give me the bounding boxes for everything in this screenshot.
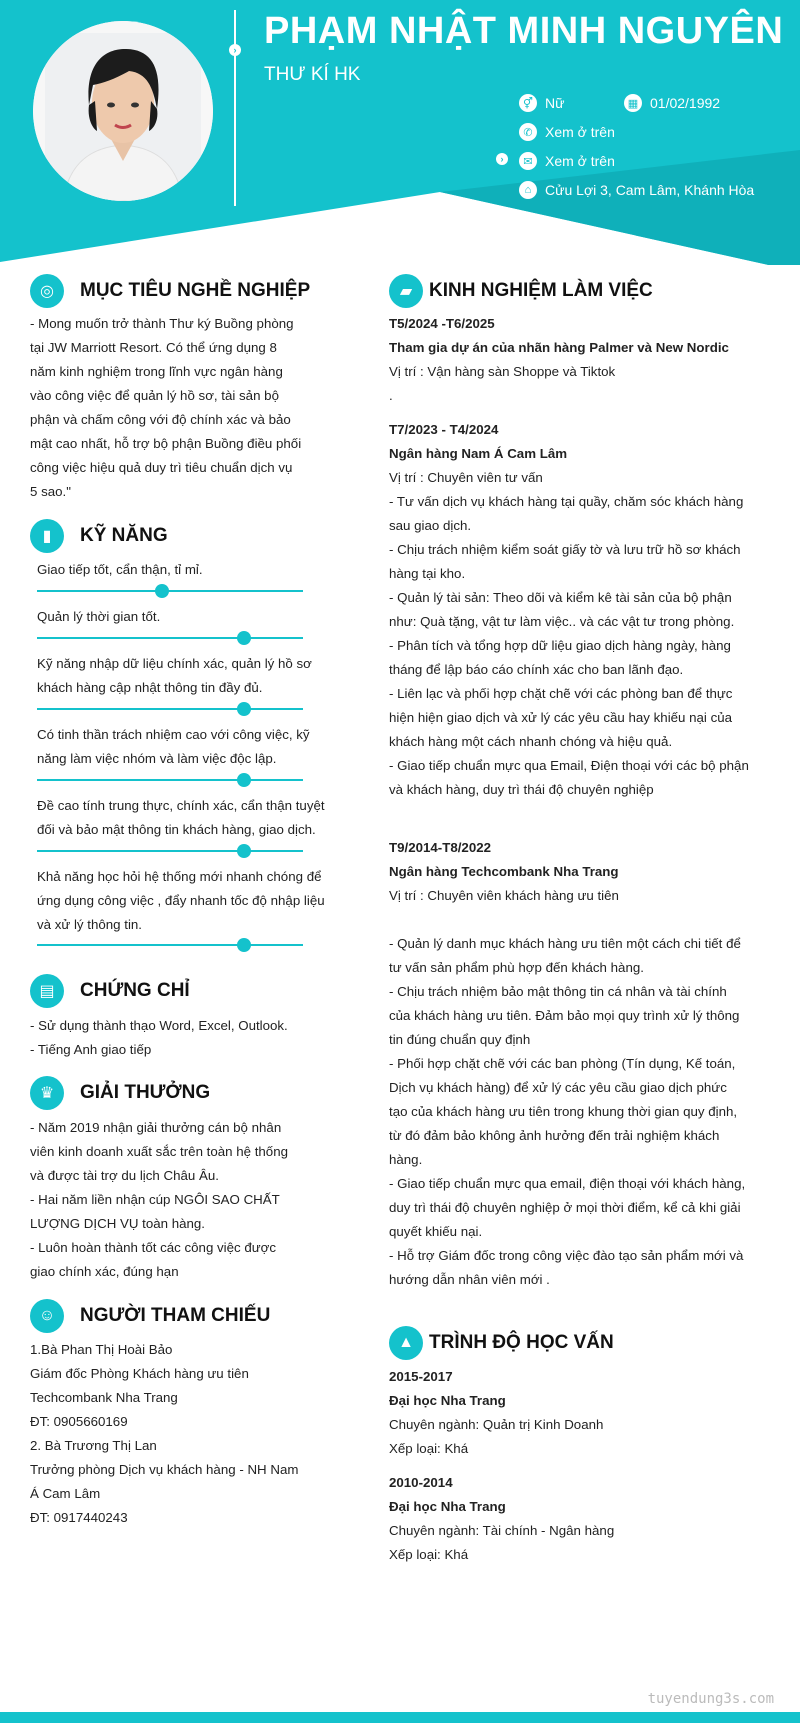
certificates-text: - Sử dụng thành thạo Word, Excel, Outlook. - Tiếng Anh giao tiếp <box>30 1018 288 1057</box>
footer-bar <box>0 1712 800 1723</box>
job-entry: T7/2023 - T4/2024 Ngân hàng Nam Á Cam Lâm Vị trí : Chuyên viên tư vấn - Tư vấn dịch vụ khách hàng tại quầy, chăm sóc khách hàng sau giao dịch. - Chịu trách nhiệm kiểm soát giấy tờ và lưu trữ hồ sơ khách hàng tại kho. - Quản lý tài sản: Theo dõi và kiểm kê tài sản của bộ phận như: Quà tặng, vật tư làm việc.. và các vật tư trong phòng. - Phân tích và tổng hợp dữ liệu giao dịch hàng ngày, hàng tháng để lập báo cáo chính xác cho ban lãnh đạo. - Liên lạc và phối hợp chặt chẽ với các phòng ban để thực hiện hiện giao dịch và xử lý các yêu cầu hay khiếu nại của khách hàng một cách nhanh chóng và hiệu quả. - Giao tiếp chuẩn mực qua Email, Điện thoại với các bộ phận và khách hàng, duy trì thái độ chuyên nghiệp <box>389 418 761 802</box>
gender-info <box>519 94 564 112</box>
briefcase-icon: ▰ <box>389 274 423 308</box>
skill-bar <box>37 637 303 639</box>
skill-bar <box>37 779 303 781</box>
email-icon: ✉ <box>519 152 537 170</box>
header-divider <box>234 10 236 206</box>
education-entry: 2015-2017 Đại học Nha Trang Chuyên ngành: Quản trị Kinh Doanh Xếp loại: Khá <box>389 1369 604 1456</box>
job-company: Ngân hàng Nam Á Cam Lâm <box>389 446 568 461</box>
job-entry: T9/2014-T8/2022 Ngân hàng Techcombank Nha Trang Vị trí : Chuyên viên khách hàng ưu tiên - Quản lý danh mục khách hàng ưu tiên một cách chi tiết để tư vấn sản phẩm phù hợp đến khách hàng. - Chịu trách nhiệm bảo mật thông tin cá nhân và tài chính của khách hàng ưu tiên. Đảm bảo mọi quy trình xử lý thông tin đúng chuẩn quy định - Phối hợp chặt chẽ với các ban phòng (Tín dụng, Kế toán, Dịch vụ khách hàng) để xử lý các yêu cầu giao dịch phức tạo của khách hàng ưu tiên trong khung thời gian quy định, từ đó đảm bảo không ảnh hưởng đến trải nghiệm khách hàng. - Giao tiếp chuẩn mực qua email, điện thoại với khách hàng, duy trì thái độ chuyên nghiệp ở mọi thời điểm, kể cả khi giải quyết khiếu nại. - Hỗ trợ Giám đốc trong công việc đào tạo sản phẩm mới và hướng dẫn nhân viên mới . <box>389 836 761 1292</box>
certificates-heading: ▤ CHỨNG CHỈ <box>30 974 190 1008</box>
skill-bar <box>37 850 303 852</box>
skill-level-knob <box>237 702 251 716</box>
chevron-right-icon: › <box>496 153 508 165</box>
skill-level-knob <box>237 844 251 858</box>
job-period: T5/2024 -T6/2025 <box>389 316 495 331</box>
calendar-icon: ▦ <box>624 94 642 112</box>
address-value: Cửu Lợi 3, Cam Lâm, Khánh Hòa <box>545 182 755 198</box>
skill-item: Có tinh thần trách nhiệm cao với công việc, kỹ năng làm việc nhóm và làm việc độc lập. <box>37 723 347 771</box>
skill-item: Kỹ năng nhập dữ liệu chính xác, quản lý hồ sơ khách hàng cập nhật thông tin đầy đủ. <box>37 652 347 700</box>
skill-bar <box>37 708 303 710</box>
experience-heading: ▰ KINH NGHIỆM LÀM VIỆC <box>389 274 653 308</box>
birthday-value: 01/02/1992 <box>650 95 721 111</box>
education-heading: ▲ TRÌNH ĐỘ HỌC VẤN <box>389 1326 614 1360</box>
address-info <box>519 181 754 199</box>
birthday-info <box>624 94 720 112</box>
job-company: Ngân hàng Techcombank Nha Trang <box>389 864 619 879</box>
job-company: Tham gia dự án của nhãn hàng Palmer và New Nordic <box>389 340 729 355</box>
education-entry: 2010-2014 Đại học Nha Trang Chuyên ngành: Tài chính - Ngân hàng Xếp loại: Khá <box>389 1475 615 1562</box>
references-heading: ☺ NGƯỜI THAM CHIẾU <box>30 1299 270 1333</box>
skill-item: Khả năng học hỏi hệ thống mới nhanh chóng để ứng dụng công việc , đẩy nhanh tốc độ nhập liệu và xử lý thông tin. <box>37 865 347 937</box>
skill-bar <box>37 590 303 592</box>
chevron-right-icon: › <box>229 44 241 56</box>
references-text: 1.Bà Phan Thị Hoài Bảo Giám đốc Phòng Khách hàng ưu tiên Techcombank Nha Trang ĐT: 0905660169 2. Bà Trương Thị Lan Trưởng phòng Dịch vụ khách hàng - NH Nam Á Cam Lâm ĐT: 0917440243 <box>30 1342 299 1525</box>
skills-heading: ▮ KỸ NĂNG <box>30 519 168 553</box>
candidate-name: PHẠM NHẬT MINH NGUYÊN <box>264 10 784 52</box>
avatar <box>33 21 213 201</box>
bar-chart-icon: ▮ <box>30 519 64 553</box>
skill-level-knob <box>155 584 169 598</box>
skill-level-knob <box>237 773 251 787</box>
target-icon: ◎ <box>30 274 64 308</box>
watermark: tuyendung3s.com <box>647 1691 774 1707</box>
job-title: THƯ KÍ HK <box>264 64 361 85</box>
graduation-cap-icon: ▲ <box>389 1326 423 1360</box>
awards-heading: ♛ GIẢI THƯỞNG <box>30 1076 210 1110</box>
job-entry: T5/2024 -T6/2025 Tham gia dự án của nhãn hàng Palmer và New Nordic Vị trí : Vận hàng sàn Shoppe và Tiktok . <box>389 312 761 408</box>
header-banner <box>0 0 800 265</box>
user-icon: ☺ <box>30 1299 64 1333</box>
skill-item: Đề cao tính trung thực, chính xác, cẩn thận tuyệt đối và bảo mật thông tin khách hàng, giao dịch. <box>37 794 347 842</box>
objective-heading: ◎ MỤC TIÊU NGHỀ NGHIỆP <box>30 274 310 308</box>
phone-icon: ✆ <box>519 123 537 141</box>
gender-icon: ⚥ <box>519 94 537 112</box>
gender-value: Nữ <box>545 95 565 111</box>
job-period: T7/2023 - T4/2024 <box>389 422 499 437</box>
skill-level-knob <box>237 631 251 645</box>
awards-text: - Năm 2019 nhận giải thưởng cán bộ nhân viên kinh doanh xuất sắc trên toàn hệ thống và được tài trợ du lịch Châu Âu. - Hai năm liền nhận cúp NGÔI SAO CHẤT LƯỢNG DỊCH VỤ toàn hàng. - Luôn hoàn thành tốt các công việc được giao chính xác, đúng hạn <box>30 1120 288 1279</box>
skill-level-knob <box>237 938 251 952</box>
certificate-icon: ▤ <box>30 974 64 1008</box>
email-value: Xem ở trên <box>545 153 615 169</box>
email-info <box>519 152 615 170</box>
phone-value: Xem ở trên <box>545 124 615 140</box>
skill-bar <box>37 944 303 946</box>
skill-item: Giao tiếp tốt, cẩn thận, tỉ mỉ. <box>37 558 347 582</box>
trophy-icon: ♛ <box>30 1076 64 1110</box>
phone-info <box>519 123 615 141</box>
job-period: T9/2014-T8/2022 <box>389 840 492 855</box>
objective-text: - Mong muốn trở thành Thư ký Buồng phòng tại JW Marriott Resort. Có thể ứng dụng 8 năm kinh nghiệm trong lĩnh vực ngân hàng vào công việc để quản lý hồ sơ, tài sản bộ phận và chấm công với độ chính xác và bảo mật cao nhất, hỗ trợ bộ phận Buồng điều phối công việc hiệu quả duy trì tiêu chuẩn dịch vụ 5 sao." <box>30 316 302 499</box>
home-icon: ⌂ <box>519 181 537 199</box>
skill-item: Quản lý thời gian tốt. <box>37 605 347 629</box>
